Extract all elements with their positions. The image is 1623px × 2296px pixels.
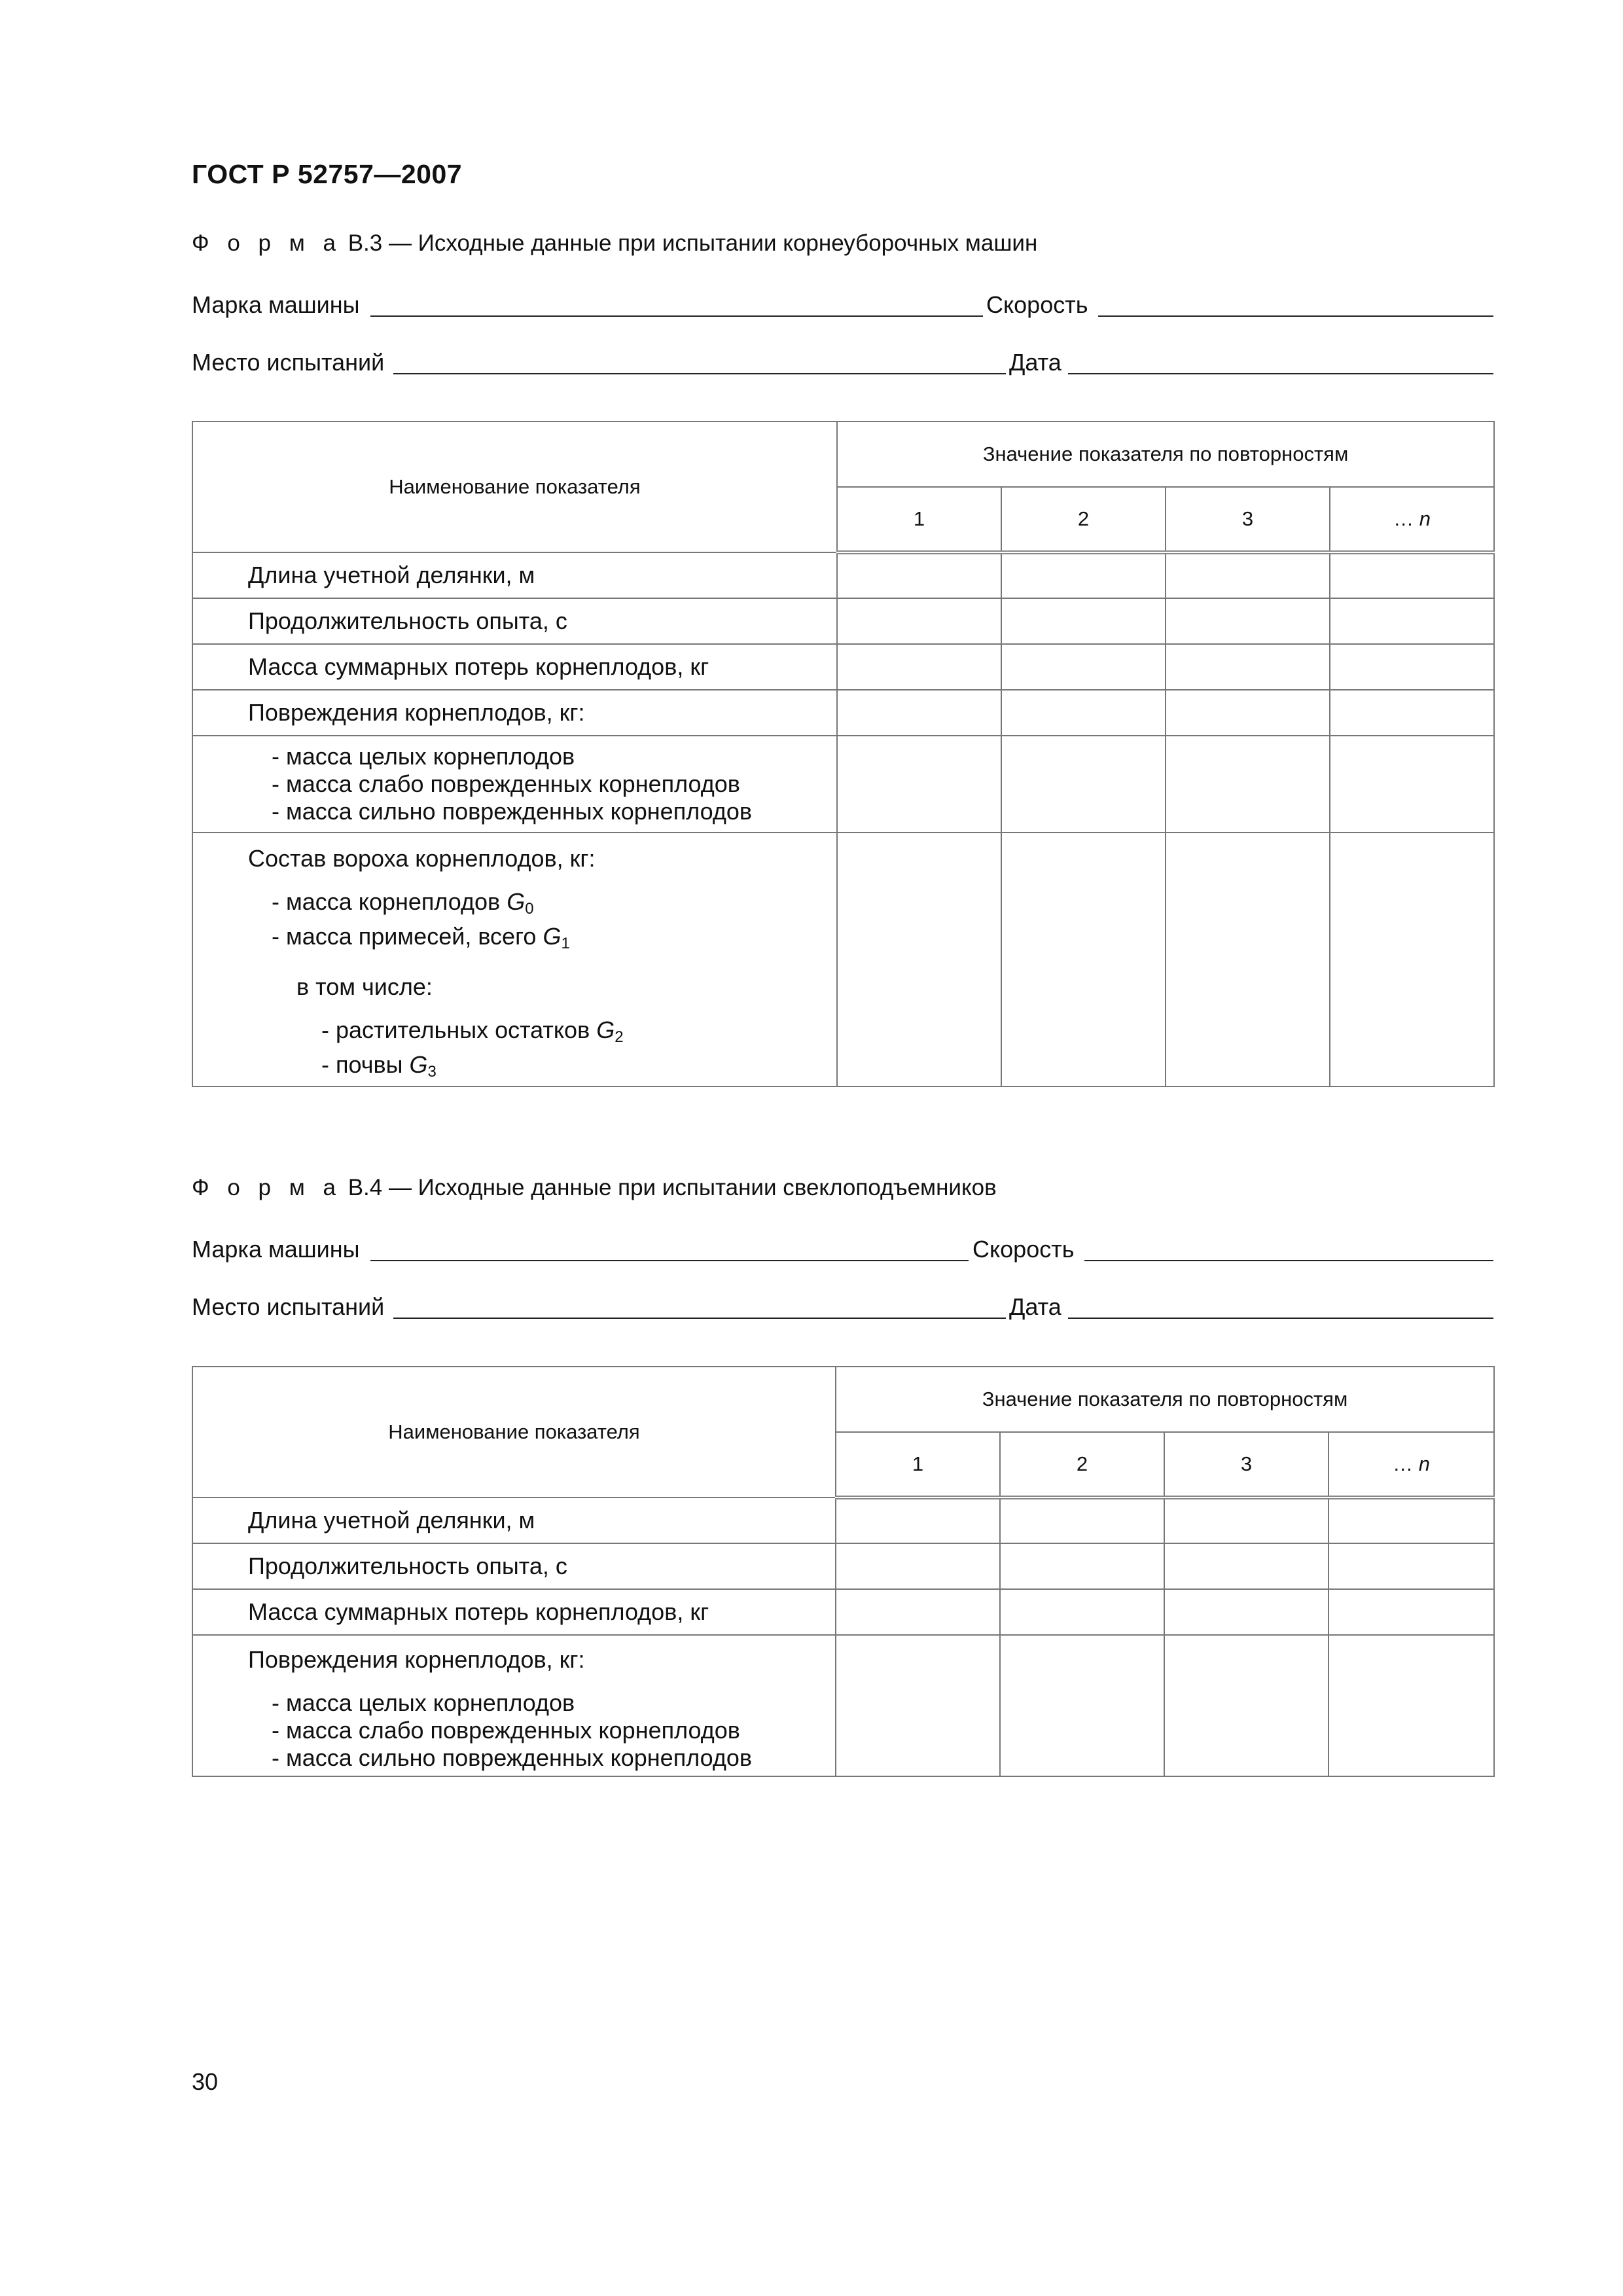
form-b3-row-damage: Повреждения корнеплодов, кг:	[192, 690, 837, 736]
form-b3-cell[interactable]	[837, 598, 1001, 644]
table-row	[192, 1635, 1494, 1776]
table-row	[192, 833, 1494, 1086]
form-b4-table	[192, 1366, 1495, 1777]
form-b4-cell[interactable]	[1000, 1589, 1164, 1635]
form-b3-header-col-1: 1	[837, 487, 1001, 552]
form-b3-cell[interactable]	[1166, 690, 1330, 736]
form-b4-header-name: Наименование показателя	[192, 1367, 836, 1498]
form-b3-cell[interactable]	[1330, 552, 1494, 598]
form-b3-row-length: Длина учетной делянки, м	[192, 552, 837, 598]
form-b4-row-damage	[192, 1635, 836, 1776]
form-b3-damage-light-text: масса слабо поврежденных корнеплодов	[286, 770, 740, 797]
form-b4-date-line[interactable]	[1068, 1318, 1493, 1319]
form-b3-heap-roots: - масса корнеплодов $G_0$	[272, 888, 534, 918]
form-b4-caption-prefix: Ф о р м а	[192, 1175, 342, 1200]
form-b4-damage-heavy-text: масса сильно поврежденных корнеплодов	[286, 1744, 752, 1771]
table-row	[192, 690, 1494, 736]
form-b3-row-duration: Продолжительность опыта, с	[192, 598, 837, 644]
form-b3-cell[interactable]	[1001, 690, 1166, 736]
form-b3-speed-label: Скорость	[986, 291, 1088, 318]
form-b3-cell[interactable]	[1330, 644, 1494, 690]
form-b4-cell[interactable]	[1329, 1635, 1494, 1776]
form-b4-machine-label: Марка машины	[192, 1236, 360, 1263]
form-b3-plant-residue-sub: 2	[615, 1028, 624, 1046]
form-b4-caption-text: В.4 — Исходные данные при испытании свеклоподъемников	[348, 1175, 997, 1200]
form-b4-damage-whole-text: масса целых корнеплодов	[286, 1689, 575, 1716]
form-b3-cell[interactable]	[837, 552, 1001, 598]
form-b3-col-n-prefix: …	[1393, 507, 1414, 530]
form-b3-heap-impurities-var: G	[543, 923, 562, 950]
form-b4-cell[interactable]	[836, 1543, 1000, 1589]
form-b3-speed-line[interactable]	[1098, 315, 1493, 317]
form-b4-cell[interactable]	[836, 1635, 1000, 1776]
form-b3-cell[interactable]	[1166, 644, 1330, 690]
form-b4-cell[interactable]	[836, 1589, 1000, 1635]
form-b3-cell[interactable]	[837, 736, 1001, 833]
form-b3-place-label: Место испытаний	[192, 349, 385, 376]
form-b3-cell[interactable]	[1001, 552, 1166, 598]
form-b3-soil-var: G	[409, 1051, 428, 1078]
table-row	[192, 1498, 1494, 1543]
form-b3-heap-roots-sub: 0	[525, 900, 534, 918]
form-b3-cell[interactable]	[1001, 598, 1166, 644]
form-b3-cell[interactable]	[837, 833, 1001, 1086]
form-b3-cell[interactable]	[837, 644, 1001, 690]
table-row	[192, 1543, 1494, 1589]
form-b4-row-duration: Продолжительность опыта, с	[192, 1543, 836, 1589]
form-b4-damage-title: Повреждения корнеплодов, кг:	[248, 1646, 585, 1673]
form-b4-row-length: Длина учетной делянки, м	[192, 1498, 836, 1543]
table-row	[192, 644, 1494, 690]
form-b3-cell[interactable]	[1166, 552, 1330, 598]
form-b4-cell[interactable]	[1000, 1498, 1164, 1543]
form-b3-cell[interactable]	[1330, 598, 1494, 644]
table-row	[192, 598, 1494, 644]
form-b3-cell[interactable]	[1001, 644, 1166, 690]
form-b4-cell[interactable]	[1164, 1635, 1329, 1776]
form-b3-caption	[192, 230, 1037, 257]
form-b3-header-name: Наименование показателя	[192, 422, 837, 552]
form-b3-cell[interactable]	[1330, 833, 1494, 1086]
form-b3-damage-whole-text: масса целых корнеплодов	[286, 743, 575, 770]
form-b4-header-col-2: 2	[1000, 1432, 1164, 1498]
table-row	[192, 736, 1494, 833]
form-b4-row-losses: Масса суммарных потерь корнеплодов, кг	[192, 1589, 836, 1635]
form-b3-plant-residue-var: G	[596, 1016, 615, 1043]
form-b3-date-label: Дата	[1009, 349, 1061, 376]
form-b4-cell[interactable]	[836, 1498, 1000, 1543]
form-b4-speed-line[interactable]	[1084, 1260, 1493, 1261]
form-b3-soil-text: почвы	[336, 1051, 403, 1078]
form-b4-place-line[interactable]	[393, 1318, 1006, 1319]
form-b3-header-values: Значение показателя по повторностям	[837, 422, 1494, 487]
form-b4-cell[interactable]	[1164, 1498, 1329, 1543]
form-b3-cell[interactable]	[1001, 833, 1166, 1086]
form-b4-caption	[192, 1175, 997, 1201]
form-b3-cell[interactable]	[1330, 736, 1494, 833]
form-b4-damage-heavy: - масса сильно поврежденных корнеплодов	[272, 1744, 752, 1771]
form-b4-cell[interactable]	[1329, 1589, 1494, 1635]
form-b3-damage-heavy: - масса сильно поврежденных корнеплодов	[272, 798, 752, 825]
table-row	[192, 1589, 1494, 1635]
form-b4-header-values: Значение показателя по повторностям	[836, 1367, 1494, 1432]
form-b3-plant-residue: - растительных остатков $G_2$	[321, 1016, 624, 1046]
form-b3-cell[interactable]	[1166, 736, 1330, 833]
form-b4-damage-light-text: масса слабо поврежденных корнеплодов	[286, 1717, 740, 1744]
form-b4-header-col-3: 3	[1164, 1432, 1329, 1498]
form-b3-row-losses: Масса суммарных потерь корнеплодов, кг	[192, 644, 837, 690]
form-b4-machine-line[interactable]	[370, 1260, 969, 1261]
form-b3-damage-heavy-text: масса сильно поврежденных корнеплодов	[286, 798, 752, 825]
form-b3-row-damage-detail	[192, 736, 837, 833]
form-b3-heap-impurities: - масса примесей, всего $G_1$	[272, 923, 570, 952]
form-b3-cell[interactable]	[837, 690, 1001, 736]
form-b3-caption-text: В.3 — Исходные данные при испытании корнеуборочных машин	[348, 230, 1038, 256]
form-b4-damage-light: - масса слабо поврежденных корнеплодов	[272, 1717, 740, 1744]
form-b3-cell[interactable]	[1166, 598, 1330, 644]
form-b4-damage-whole: - масса целых корнеплодов	[272, 1689, 575, 1716]
form-b3-heap-impurities-sub: 1	[561, 935, 570, 952]
page-number: 30	[192, 2068, 219, 2095]
form-b4-header-col-1: 1	[836, 1432, 1000, 1498]
form-b3-row-heap	[192, 833, 837, 1086]
document-title: ГОСТ Р 52757—2007	[192, 159, 463, 189]
form-b3-place-line[interactable]	[393, 373, 1006, 374]
form-b4-cell[interactable]	[1000, 1635, 1164, 1776]
form-b3-table	[192, 421, 1495, 1087]
form-b3-heap-title: Состав вороха корнеплодов, кг:	[248, 845, 596, 872]
form-b4-date-label: Дата	[1009, 1293, 1061, 1320]
form-b3-damage-light: - масса слабо поврежденных корнеплодов	[272, 770, 740, 797]
form-b3-cell[interactable]	[1166, 833, 1330, 1086]
form-b4-cell[interactable]	[1329, 1498, 1494, 1543]
form-b3-including: в том числе:	[296, 973, 433, 1000]
form-b4-cell[interactable]	[1164, 1589, 1329, 1635]
form-b3-cell[interactable]	[1330, 690, 1494, 736]
form-b3-heap-roots-var: G	[507, 888, 526, 915]
form-b4-col-n-prefix: …	[1393, 1452, 1414, 1475]
form-b3-heap-impurities-text: масса примесей, всего	[286, 923, 537, 950]
form-b3-soil: - почвы $G_3$	[321, 1051, 437, 1081]
form-b3-cell[interactable]	[1001, 736, 1166, 833]
form-b3-header-col-n	[1330, 487, 1494, 552]
form-b3-damage-whole: - масса целых корнеплодов	[272, 743, 575, 770]
form-b3-machine-line[interactable]	[370, 315, 983, 317]
form-b3-plant-residue-text: растительных остатков	[336, 1016, 590, 1043]
form-b3-col-n: n	[1419, 507, 1431, 530]
form-b3-soil-sub: 3	[427, 1063, 437, 1081]
form-b3-caption-prefix: Ф о р м а	[192, 230, 342, 256]
form-b4-header-col-n	[1329, 1432, 1494, 1498]
form-b3-header-col-2: 2	[1001, 487, 1166, 552]
form-b4-speed-label: Скорость	[972, 1236, 1075, 1263]
form-b3-heap-roots-text: масса корнеплодов	[286, 888, 501, 915]
form-b4-cell[interactable]	[1164, 1543, 1329, 1589]
table-row	[192, 552, 1494, 598]
form-b4-cell[interactable]	[1329, 1543, 1494, 1589]
form-b3-header-col-3: 3	[1166, 487, 1330, 552]
form-b4-place-label: Место испытаний	[192, 1293, 385, 1320]
form-b4-cell[interactable]	[1000, 1543, 1164, 1589]
form-b4-col-n: n	[1418, 1452, 1430, 1475]
form-b3-machine-label: Марка машины	[192, 291, 360, 318]
form-b3-date-line[interactable]	[1068, 373, 1493, 374]
